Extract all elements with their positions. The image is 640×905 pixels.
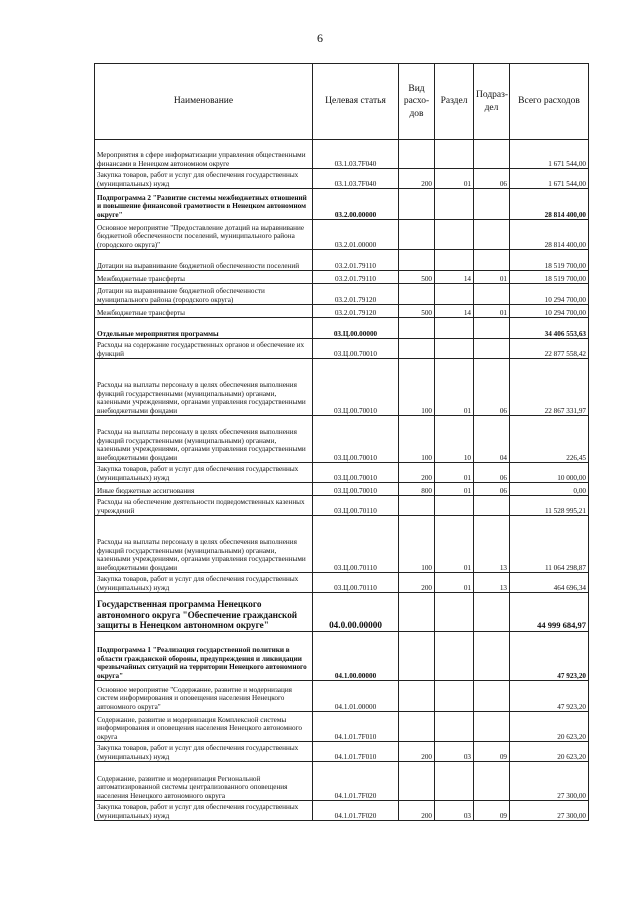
page-number: 6 [317, 31, 323, 45]
cell-name: Мероприятия в сфере информатизации управления общественными финансами в Ненецком автономном округе [95, 140, 313, 169]
cell-kind [399, 496, 435, 516]
cell-target: 03.2.00.00000 [313, 189, 399, 220]
cell-target: 03.Ц.00.70010 [313, 359, 399, 416]
cell-subsection [474, 318, 510, 339]
cell-name: Дотации на выравнивание бюджетной обеспеченности поселений [95, 250, 313, 271]
cell-name: Содержание, развитие и модернизация Комплексной системы информирования и оповещения населения Ненецкого автономного округа [95, 712, 313, 742]
cell-kind [399, 593, 435, 632]
cell-section [435, 189, 474, 220]
cell-section: 01 [435, 516, 474, 573]
cell-section [435, 496, 474, 516]
table-row [95, 632, 589, 681]
cell-section: 01 [435, 463, 474, 483]
cell-kind [399, 220, 435, 250]
cell-kind: 200 [399, 573, 435, 593]
table-row [95, 801, 589, 821]
cell-total: 47 923,20 [510, 681, 589, 712]
cell-subsection: 01 [474, 305, 510, 318]
cell-section [435, 632, 474, 681]
cell-section: 03 [435, 801, 474, 821]
cell-name: Основное мероприятие "Содержание, развитие и модернизация систем информирования и оповещения населения Ненецкого автономного округа" [95, 681, 313, 712]
cell-subsection [474, 681, 510, 712]
cell-kind [399, 762, 435, 801]
cell-target: 03.2.01.00000 [313, 220, 399, 250]
cell-total: 18 519 700,00 [510, 250, 589, 271]
header-total: Всего расходов [510, 64, 589, 140]
cell-subsection [474, 632, 510, 681]
cell-target: 04.0.00.00000 [313, 593, 399, 632]
table-row [95, 742, 589, 762]
cell-target: 03.Ц.00.70010 [313, 339, 399, 359]
cell-subsection [474, 284, 510, 305]
cell-name: Закупка товаров, работ и услуг для обеспечения государственных (муниципальных) нужд [95, 742, 313, 762]
table-row [95, 463, 589, 483]
cell-total: 226,45 [510, 416, 589, 463]
table-row [95, 681, 589, 712]
cell-target: 04.1.01.00000 [313, 681, 399, 712]
cell-total: 10 294 700,00 [510, 305, 589, 318]
cell-section [435, 318, 474, 339]
cell-section [435, 681, 474, 712]
budget-table [94, 63, 589, 821]
cell-name: Государственная программа Ненецкого автономного округа "Обеспечение гражданской защиты в Ненецком автономном округе" [95, 593, 313, 632]
cell-subsection [474, 220, 510, 250]
table-row [95, 712, 589, 742]
cell-name: Иные бюджетные ассигнования [95, 483, 313, 496]
cell-target: 04.1.00.00000 [313, 632, 399, 681]
cell-target: 03.Ц.00.70110 [313, 496, 399, 516]
cell-target: 04.1.01.7F020 [313, 801, 399, 821]
table-row [95, 593, 589, 632]
cell-kind: 500 [399, 305, 435, 318]
cell-total: 20 623,20 [510, 712, 589, 742]
cell-kind [399, 712, 435, 742]
header-kind: Вид расхо-дов [399, 64, 435, 140]
cell-kind [399, 140, 435, 169]
cell-subsection: 13 [474, 573, 510, 593]
cell-kind [399, 681, 435, 712]
table-row [95, 573, 589, 593]
table-header-row [95, 64, 589, 140]
cell-total: 464 696,34 [510, 573, 589, 593]
cell-total: 27 300,00 [510, 801, 589, 821]
cell-target: 03.Ц.00.70110 [313, 573, 399, 593]
cell-section [435, 593, 474, 632]
cell-section [435, 339, 474, 359]
cell-total: 20 623,20 [510, 742, 589, 762]
cell-target: 03.Ц.00.70010 [313, 416, 399, 463]
cell-subsection [474, 496, 510, 516]
table-row [95, 762, 589, 801]
cell-total: 0,00 [510, 483, 589, 496]
table-row [95, 496, 589, 516]
cell-subsection [474, 250, 510, 271]
cell-name: Подпрограмма 2 "Развитие системы межбюджетных отношений и повышение финансовой грамотности в Ненецком автономном округе" [95, 189, 313, 220]
cell-section [435, 762, 474, 801]
cell-name: Расходы на обеспечение деятельности подведомственных казенных учреждений [95, 496, 313, 516]
table-row [95, 483, 589, 496]
table-row [95, 189, 589, 220]
cell-target: 03.1.03.7F040 [313, 169, 399, 189]
cell-subsection: 06 [474, 483, 510, 496]
cell-total: 34 406 553,63 [510, 318, 589, 339]
table-row [95, 416, 589, 463]
cell-kind: 100 [399, 359, 435, 416]
cell-subsection: 09 [474, 801, 510, 821]
cell-name: Подпрограмма 1 "Реализация государственной политики в области гражданской обороны, предупреждения и ликвидации чрезвычайных ситуаций на территории Ненецкого автономного округа" [95, 632, 313, 681]
cell-total: 44 999 684,97 [510, 593, 589, 632]
header-name: Наименование [95, 64, 313, 140]
cell-target: 03.2.01.79110 [313, 271, 399, 284]
cell-total: 11 064 298,87 [510, 516, 589, 573]
cell-section [435, 284, 474, 305]
table-row [95, 271, 589, 284]
cell-section [435, 712, 474, 742]
cell-section: 03 [435, 742, 474, 762]
cell-kind: 500 [399, 271, 435, 284]
cell-section: 10 [435, 416, 474, 463]
cell-section: 01 [435, 359, 474, 416]
cell-section [435, 220, 474, 250]
cell-kind [399, 250, 435, 271]
table-row [95, 220, 589, 250]
cell-target: 03.Ц.00.70110 [313, 516, 399, 573]
cell-name: Закупка товаров, работ и услуг для обеспечения государственных (муниципальных) нужд [95, 573, 313, 593]
cell-total: 10 000,00 [510, 463, 589, 483]
cell-section: 14 [435, 305, 474, 318]
cell-total: 47 923,20 [510, 632, 589, 681]
cell-total: 10 294 700,00 [510, 284, 589, 305]
table-row [95, 339, 589, 359]
cell-kind: 200 [399, 801, 435, 821]
table-row [95, 318, 589, 339]
cell-kind: 800 [399, 483, 435, 496]
cell-name: Дотации на выравнивание бюджетной обеспеченности муниципального района (городского округа) [95, 284, 313, 305]
cell-name: Расходы на выплаты персоналу в целях обеспечения выполнения функций государственными (муниципальными) органами, казенными учреждениями, органами управления государственными внебюджетными фондами [95, 416, 313, 463]
cell-name: Расходы на выплаты персоналу в целях обеспечения выполнения функций государственными (муниципальными) органами, казенными учреждениями, органами управления государственными внебюджетными фондами [95, 359, 313, 416]
cell-subsection [474, 762, 510, 801]
cell-section [435, 140, 474, 169]
cell-kind: 100 [399, 516, 435, 573]
table-row [95, 305, 589, 318]
cell-kind: 200 [399, 742, 435, 762]
cell-kind: 200 [399, 169, 435, 189]
cell-name: Закупка товаров, работ и услуг для обеспечения государственных (муниципальных) нужд [95, 463, 313, 483]
cell-section: 01 [435, 169, 474, 189]
cell-name: Закупка товаров, работ и услуг для обеспечения государственных (муниципальных) нужд [95, 169, 313, 189]
cell-total: 11 528 995,21 [510, 496, 589, 516]
header-subsection: Подраз-дел [474, 64, 510, 140]
cell-subsection: 06 [474, 359, 510, 416]
cell-total: 28 814 400,00 [510, 189, 589, 220]
cell-section: 01 [435, 483, 474, 496]
cell-target: 03.1.03.7F040 [313, 140, 399, 169]
cell-total: 22 867 331,97 [510, 359, 589, 416]
cell-kind [399, 284, 435, 305]
cell-target: 04.1.01.7F010 [313, 712, 399, 742]
cell-name: Закупка товаров, работ и услуг для обеспечения государственных (муниципальных) нужд [95, 801, 313, 821]
header-section: Раздел [435, 64, 474, 140]
table-row [95, 250, 589, 271]
cell-target: 03.2.01.79110 [313, 250, 399, 271]
cell-kind [399, 632, 435, 681]
cell-target: 04.1.01.7F020 [313, 762, 399, 801]
cell-name: Расходы на выплаты персоналу в целях обеспечения выполнения функций государственными (муниципальными) органами, казенными учреждениями, органами управления государственными внебюджетными фондами [95, 516, 313, 573]
cell-name: Межбюджетные трансферты [95, 305, 313, 318]
cell-subsection: 01 [474, 271, 510, 284]
cell-kind [399, 189, 435, 220]
cell-target: 03.2.01.79120 [313, 305, 399, 318]
cell-name: Отдельные мероприятия программы [95, 318, 313, 339]
cell-subsection: 04 [474, 416, 510, 463]
cell-subsection: 06 [474, 463, 510, 483]
cell-kind: 200 [399, 463, 435, 483]
cell-kind [399, 339, 435, 359]
cell-subsection [474, 712, 510, 742]
cell-total: 27 300,00 [510, 762, 589, 801]
cell-kind: 100 [399, 416, 435, 463]
table-row [95, 140, 589, 169]
cell-target: 03.Ц.00.70010 [313, 483, 399, 496]
cell-kind [399, 318, 435, 339]
cell-section: 14 [435, 271, 474, 284]
cell-name: Расходы на содержание государственных органов и обеспечение их функций [95, 339, 313, 359]
cell-section: 01 [435, 573, 474, 593]
table-row [95, 169, 589, 189]
cell-subsection: 09 [474, 742, 510, 762]
cell-target: 03.Ц.00.70010 [313, 463, 399, 483]
cell-subsection [474, 140, 510, 169]
cell-name: Основное мероприятие "Предоставление дотаций на выравнивание бюджетной обеспеченности поселений, муниципального района (городского округа)" [95, 220, 313, 250]
cell-total: 28 814 400,00 [510, 220, 589, 250]
cell-subsection [474, 339, 510, 359]
header-target: Целевая статья [313, 64, 399, 140]
cell-subsection: 13 [474, 516, 510, 573]
cell-total: 1 671 544,00 [510, 169, 589, 189]
cell-subsection [474, 189, 510, 220]
cell-name: Межбюджетные трансферты [95, 271, 313, 284]
cell-total: 1 671 544,00 [510, 140, 589, 169]
cell-target: 04.1.01.7F010 [313, 742, 399, 762]
cell-section [435, 250, 474, 271]
cell-total: 22 877 558,42 [510, 339, 589, 359]
table-row [95, 359, 589, 416]
cell-subsection [474, 593, 510, 632]
cell-name: Содержание, развитие и модернизация Региональной автоматизированной системы централизованного оповещения населения Ненецкого автономного округа [95, 762, 313, 801]
cell-total: 18 519 700,00 [510, 271, 589, 284]
table-row [95, 516, 589, 573]
cell-target: 03.2.01.79120 [313, 284, 399, 305]
cell-target: 03.Ц.00.00000 [313, 318, 399, 339]
cell-subsection: 06 [474, 169, 510, 189]
table-row [95, 284, 589, 305]
